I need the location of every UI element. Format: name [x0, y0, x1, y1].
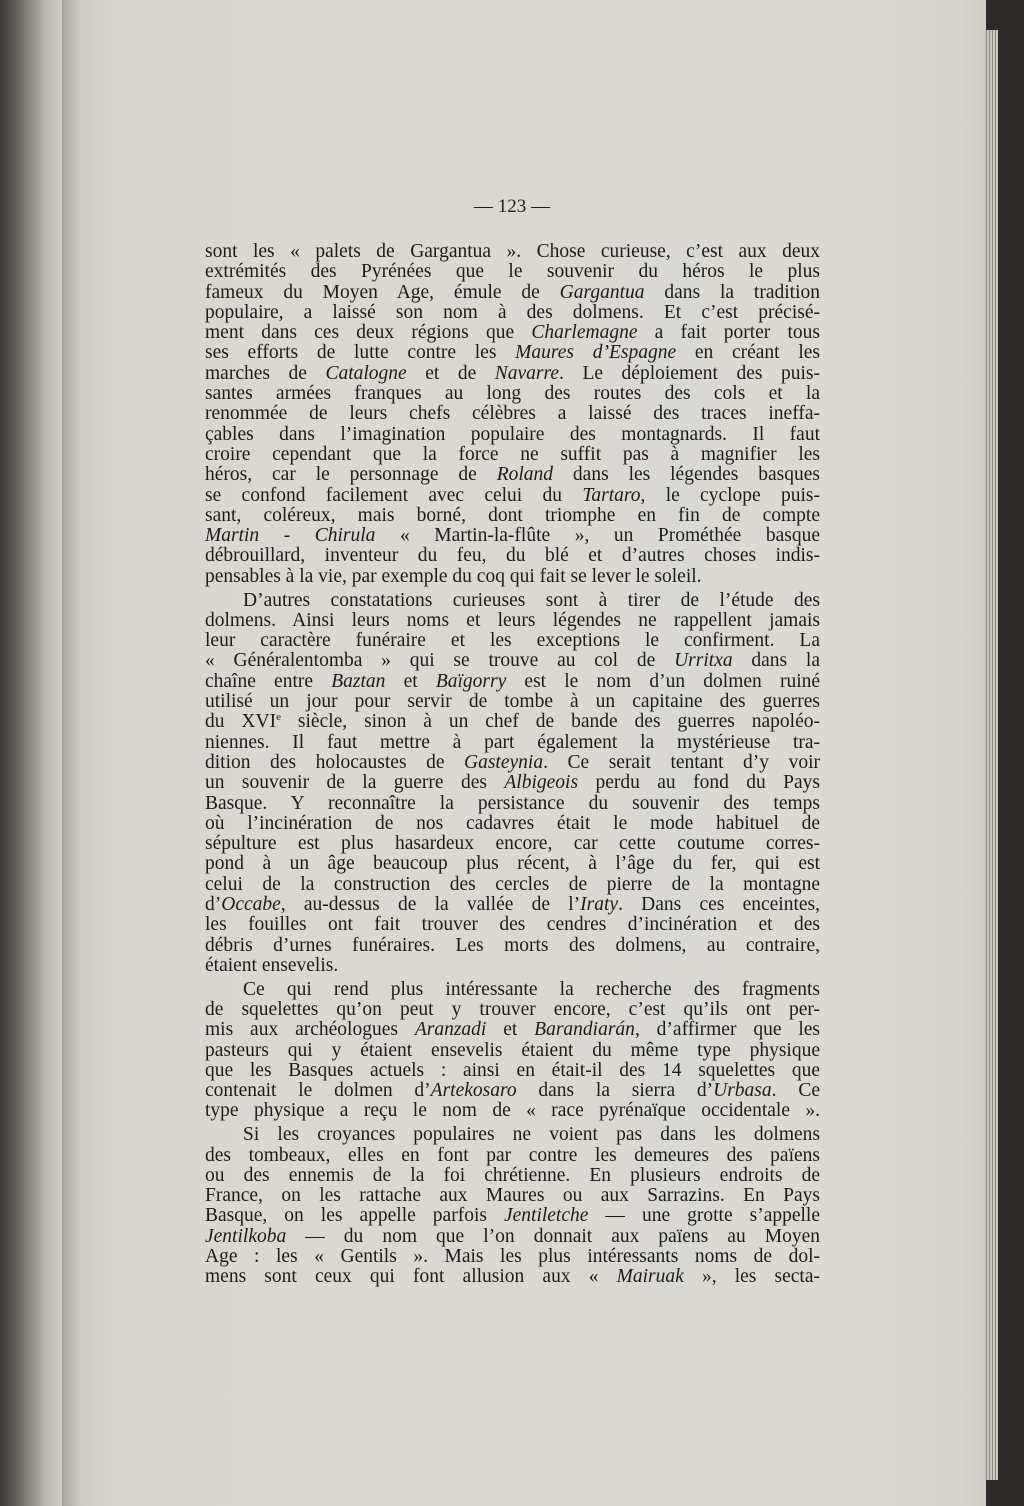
text-run: en créant les — [676, 342, 820, 364]
text-run: croire cependant que la force ne suffit pas à magnifier les — [205, 443, 820, 465]
text-run: siècle, sinon à un chef de bande des guerres napoléo- — [280, 711, 820, 733]
scan-background — [998, 0, 1024, 1506]
text-line — [205, 712, 820, 732]
italic-text: Gasteynia — [464, 751, 544, 773]
text-run: dans la — [732, 650, 820, 672]
text-run: mens sont ceux qui font allusion aux « — [205, 1266, 617, 1288]
text-run: des tombeaux, elles en font par contre les demeures des païens — [205, 1144, 820, 1166]
text-run: extrémités des Pyrénées que le souvenir du héros le plus — [205, 261, 820, 283]
text-run: . Ce serait tentant d’y voir — [543, 751, 820, 773]
text-line — [205, 303, 820, 323]
text-run: Basque. Y reconnaître la persistance du souvenir des temps — [205, 792, 820, 814]
italic-text: Jentiletche — [503, 1205, 589, 1227]
page-number: — 123 — — [474, 196, 550, 217]
text-run: « Généralentomba » qui se trouve au col de — [205, 650, 675, 672]
text-line — [205, 262, 820, 282]
italic-text: Baïgorry — [435, 670, 507, 692]
text-line — [205, 364, 820, 384]
text-line — [205, 323, 820, 343]
text-run: », les secta- — [683, 1266, 820, 1288]
text-line — [205, 651, 820, 671]
text-run: du XVI — [205, 711, 277, 733]
text-run: sépulture est plus hasardeux encore, car cette coutume corres- — [205, 833, 820, 855]
text-line — [205, 1081, 820, 1101]
paragraph — [205, 242, 820, 587]
text-run: héros, car le personnage de — [205, 464, 497, 486]
text-line — [205, 672, 820, 692]
text-line — [205, 425, 820, 445]
text-run: çables dans l’imagination populaire des montagnards. Il faut — [205, 423, 820, 445]
text-line — [205, 1000, 820, 1020]
italic-text: Aranzadi — [414, 1019, 487, 1041]
text-line — [205, 1061, 820, 1081]
text-run: de squelettes qu’on peut y trouver encore, c’est qu’ils ont per- — [205, 998, 820, 1020]
text-run: sont les « palets de Gargantua ». Chose curieuse, c’est aux deux — [205, 241, 820, 262]
italic-text: Baztan — [331, 670, 386, 692]
text-run: niennes. Il faut mettre à part également la mystérieuse tra- — [205, 731, 820, 753]
italic-text: Gargantua — [559, 281, 645, 303]
text-run: leur caractère funéraire et les exceptions le confirment. La — [205, 630, 820, 652]
text-line — [205, 733, 820, 753]
text-run: , au-dessus de la vallée de l’ — [280, 894, 581, 915]
text-run: — du nom que l’on donnait aux païens au Moyen — [286, 1225, 820, 1247]
text-run: dans la tradition — [644, 281, 820, 303]
text-line — [205, 611, 820, 631]
italic-text: Iraty — [580, 894, 619, 915]
italic-text: Maures d’Espagne — [515, 342, 677, 364]
text-run: populaire, a laissé son nom à des dolmens. Et c’est précisé- — [205, 301, 820, 323]
text-run: débris d’urnes funéraires. Les morts des dolmens, au contraire, — [205, 934, 820, 956]
italic-text: Martin - Chirula — [205, 525, 376, 547]
text-run: , d’affirmer que les — [634, 1019, 821, 1041]
text-line — [205, 753, 820, 773]
italic-text: Mairuak — [616, 1266, 684, 1288]
text-run: marches de — [205, 362, 326, 384]
text-line — [205, 834, 820, 854]
text-run: ses efforts de lutte contre les — [205, 342, 516, 364]
paragraph — [205, 980, 820, 1122]
italic-text: Charlemagne — [531, 322, 638, 344]
text-line — [205, 915, 820, 935]
text-line — [205, 506, 820, 526]
text-run: se confond facilement avec celui du — [205, 484, 583, 506]
text-run: où l’incinération de nos cadavres était le mode habituel de — [205, 812, 820, 834]
text-run: contenait le dolmen d’ — [205, 1080, 431, 1102]
text-run: dolmens. Ainsi leurs noms et leurs légendes ne rappellent jamais — [205, 609, 820, 631]
text-run: utilisé un jour pour servir de tombe à un capitaine des guerres — [205, 691, 820, 713]
text-run: Ce qui rend plus intéressante la recherche des fragments — [243, 978, 820, 1000]
text-run: est le nom d’un dolmen ruiné — [506, 670, 821, 692]
text-line — [205, 692, 820, 712]
text-line — [205, 486, 820, 506]
italic-text: Catalogne — [325, 362, 407, 384]
text-run: et de — [406, 362, 495, 384]
text-run: France, on les rattache aux Maures ou aux Sarrazins. En Pays — [205, 1185, 820, 1207]
text-line — [205, 343, 820, 363]
text-run: « Martin-la-flûte », un Prométhée basque — [375, 525, 820, 547]
text-line — [205, 1227, 820, 1247]
text-line — [205, 895, 820, 915]
text-line — [205, 980, 820, 1000]
text-run: étaient ensevelis. — [205, 954, 339, 976]
text-line — [205, 567, 820, 587]
text-run: dans les légendes basques — [553, 464, 820, 486]
text-line — [205, 546, 820, 566]
text-line — [205, 242, 820, 262]
italic-text: Tartaro — [582, 484, 641, 506]
text-run: renommée de leurs chefs célèbres a laissé des traces ineffa- — [205, 403, 820, 425]
text-run: dition des holocaustes de — [205, 751, 465, 773]
text-line — [205, 794, 820, 814]
text-run: Si les croyances populaires ne voient pas dans les dolmens — [243, 1124, 820, 1146]
text-line — [205, 1206, 820, 1226]
text-line — [205, 1186, 820, 1206]
text-line — [205, 384, 820, 404]
text-line — [205, 773, 820, 793]
text-line — [205, 1125, 820, 1145]
text-line — [205, 1267, 820, 1287]
text-run: pond à un âge beaucoup plus récent, à l’âge du fer, qui est — [205, 853, 820, 875]
text-run: ment dans ces deux régions que — [205, 322, 532, 344]
italic-text: Barandiarán — [534, 1019, 635, 1041]
text-run: santes armées franques au long des routes des cols et la — [205, 383, 820, 405]
text-run: chaîne entre — [205, 670, 332, 692]
text-line — [205, 1247, 820, 1267]
italic-text: Urritxa — [674, 650, 733, 672]
text-line — [205, 875, 820, 895]
page-stack-edge — [984, 30, 998, 1480]
text-line — [205, 631, 820, 651]
text-line — [205, 465, 820, 485]
italic-text: Occabe — [221, 894, 281, 915]
text-run: mis aux archéologues — [205, 1019, 415, 1041]
text-line — [205, 854, 820, 874]
italic-text: Navarre — [494, 362, 560, 384]
text-line — [205, 591, 820, 611]
text-run: D’autres constatations curieuses sont à tirer de l’étude des — [243, 589, 820, 611]
text-run: que les Basques actuels : ainsi en était-il des 14 squelettes que — [205, 1059, 820, 1081]
body-text — [205, 242, 820, 1288]
italic-text: Urbasa — [713, 1080, 772, 1102]
text-run: pasteurs qui y étaient ensevelis étaient du même type physique — [205, 1039, 820, 1061]
text-run: ou des ennemis de la foi chrétienne. En plusieurs endroits de — [205, 1164, 820, 1186]
italic-text: Albigeois — [504, 772, 579, 794]
text-run: a fait porter tous — [637, 322, 820, 344]
text-run: d’ — [205, 894, 222, 915]
text-run: , le cyclope puis- — [640, 484, 820, 506]
text-line — [205, 526, 820, 546]
text-run: et — [385, 670, 436, 692]
text-run: débrouillard, inventeur du feu, du blé et d’autres choses indis- — [205, 545, 820, 567]
text-run: type physique a reçu le nom de « race pyrénaïque occidentale ». — [205, 1100, 820, 1122]
italic-text: Roland — [496, 464, 554, 486]
facing-page-edge — [0, 0, 70, 1506]
superscript-text: e — [276, 711, 281, 724]
text-line — [205, 445, 820, 465]
text-run: perdu au fond du Pays — [578, 772, 820, 794]
text-line — [205, 1166, 820, 1186]
text-run: un souvenir de la guerre des — [205, 772, 505, 794]
text-line — [205, 1020, 820, 1040]
text-run: . Ce — [771, 1080, 820, 1102]
text-line — [205, 956, 820, 976]
text-run: les fouilles ont fait trouver des cendres d’incinération et des — [205, 914, 820, 936]
text-run: dans la sierra d’ — [516, 1080, 714, 1102]
text-run: . Le déploiement des puis- — [559, 362, 820, 384]
text-line — [205, 1146, 820, 1166]
text-run: . Dans ces enceintes, — [618, 894, 820, 915]
paragraph — [205, 591, 820, 977]
text-line — [205, 283, 820, 303]
italic-text: Artekosaro — [430, 1080, 517, 1102]
text-run: et — [486, 1019, 535, 1041]
text-line — [205, 1101, 820, 1121]
text-run: Basque, on les appelle parfois — [205, 1205, 504, 1227]
text-run: Age : les « Gentils ». Mais les plus intéressants noms de dol- — [205, 1246, 820, 1268]
text-run: pensables à la vie, par exemple du coq qui fait se lever le soleil. — [205, 565, 702, 587]
text-line — [205, 814, 820, 834]
text-run: celui de la construction des cercles de pierre de la montagne — [205, 873, 820, 895]
text-run: — une grotte s’appelle — [588, 1205, 820, 1227]
text-run: sant, coléreux, mais borné, dont triomphe en fin de compte — [205, 504, 820, 526]
italic-text: Jentilkoba — [205, 1225, 287, 1247]
text-line — [205, 936, 820, 956]
text-line — [205, 404, 820, 424]
paragraph — [205, 1125, 820, 1287]
text-run: fameux du Moyen Age, émule de — [205, 281, 560, 303]
text-line — [205, 1041, 820, 1061]
